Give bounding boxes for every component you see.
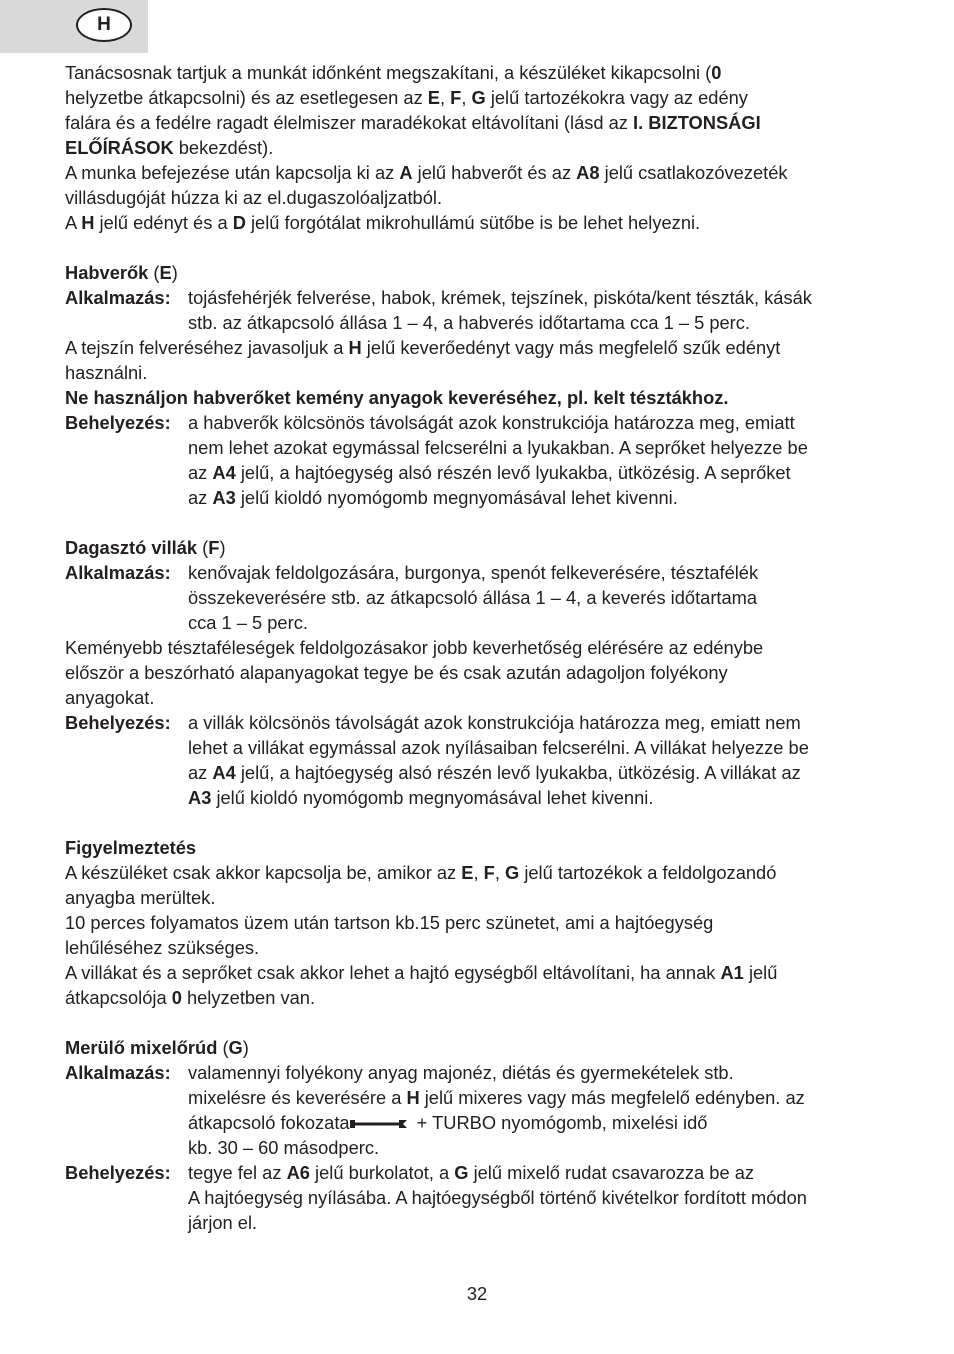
insertion-line: a habverők kölcsönös távolságát azok konstrukciója határozza meg, emiatt xyxy=(188,412,795,433)
usage-line: mixelésre és keverésére a H jelű mixeres vagy más megfelelő edényben. az xyxy=(188,1087,805,1108)
usage-label: Alkalmazás: xyxy=(65,562,171,583)
merulo-usage xyxy=(65,1060,895,1160)
usage-line: kenővajak feldolgozására, burgonya, spenót felkeverésére, tésztafélék xyxy=(188,562,759,583)
insertion-line: nem lehet azokat egymással felcserélni a lyukakban. A seprőket helyezze be xyxy=(188,437,808,458)
merulo-insertion xyxy=(65,1160,895,1235)
section-title-dagaszto: Dagasztó villák (F) xyxy=(65,537,226,558)
page-number: 32 xyxy=(466,1283,488,1304)
usage-line: valamennyi folyékony anyag majonéz, diétás és gyermekételek stb. xyxy=(188,1062,734,1083)
section-title-habverok: Habverők (E) xyxy=(65,262,178,283)
habverok-insertion xyxy=(65,410,895,510)
usage-line: cca 1 – 5 perc. xyxy=(188,612,308,633)
dagaszto-paragraph-line: Keményebb tésztaféleségek feldolgozásakor jobb keverhetőség elérésére az edénybe xyxy=(65,637,764,658)
habverok-paragraph-line: A tejszín felveréséhez javasoljuk a H jelű keverőedényt vagy más megfelelő szűk edényt xyxy=(65,337,781,358)
intro-line-4: ELŐÍRÁSOK bekezdést). xyxy=(65,137,274,158)
habverok-usage xyxy=(65,285,895,335)
insertion-line: az A4 jelű, a hajtóegység alsó részén levő lyukakba, ütközésig. A villákat az xyxy=(188,762,801,783)
intro-line-6: villásdugóját húzza ki az el.dugaszolóaljzatból. xyxy=(65,187,443,208)
usage-line: stb. az átkapcsoló állása 1 – 4, a habverés időtartama cca 1 – 5 perc. xyxy=(188,312,750,333)
section-title-figyelmeztetes: Figyelmeztetés xyxy=(65,837,197,858)
insertion-label: Behelyezés: xyxy=(65,1162,171,1183)
insertion-label: Behelyezés: xyxy=(65,712,171,733)
intro-line-2: helyzetbe átkapcsolni) és az esetlegesen az E, F, G jelű tartozékokra vagy az edény xyxy=(65,87,748,108)
insertion-line: az A4 jelű, a hajtóegység alsó részén levő lyukakba, ütközésig. A seprőket xyxy=(188,462,791,483)
warning-line: 10 perces folyamatos üzem után tartson kb.15 perc szünetet, ami a hajtóegység xyxy=(65,912,714,933)
warning-line: anyagba merültek. xyxy=(65,887,216,908)
dagaszto-paragraph-line: anyagokat. xyxy=(65,687,155,708)
dagaszto-usage xyxy=(65,560,895,635)
habverok-warning: Ne használjon habverőket kemény anyagok keveréséhez, pl. kelt tésztákhoz. xyxy=(65,387,729,408)
insertion-line: lehet a villákat egymással azok nyílásaiban felcserélni. A villákat helyezze be xyxy=(188,737,809,758)
insertion-line: a villák kölcsönös távolságát azok konstrukciója határozza meg, emiatt nem xyxy=(188,712,801,733)
language-badge: H xyxy=(76,8,132,42)
dagaszto-paragraph-line: először a beszórható alapanyagokat tegye be és csak azután adagoljon folyékony xyxy=(65,662,728,683)
insertion-line: tegye fel az A6 jelű burkolatot, a G jelű mixelő rudat csavarozza be az xyxy=(188,1162,755,1183)
document-body xyxy=(65,60,895,1235)
intro-line-7: A H jelű edényt és a D jelű forgótálat mikrohullámú sütőbe is be lehet helyezni. xyxy=(65,212,701,233)
intro-line-3: falára és a fedélre ragadt élelmiszer maradékokat eltávolítani (lásd az I. BIZTONSÁGI xyxy=(65,112,761,133)
insertion-line: A hajtóegység nyílásába. A hajtóegységből történő kivételkor fordított módon xyxy=(188,1187,807,1208)
insertion-label: Behelyezés: xyxy=(65,412,171,433)
usage-label: Alkalmazás: xyxy=(65,287,171,308)
usage-label: Alkalmazás: xyxy=(65,1062,171,1083)
warning-line: A készüléket csak akkor kapcsolja be, amikor az E, F, G jelű tartozékok a feldolgozandó xyxy=(65,862,777,883)
usage-line: összekeverésére stb. az átkapcsoló állása 1 – 4, a keverés időtartama xyxy=(188,587,758,608)
warning-line: A villákat és a seprőket csak akkor lehet a hajtó egységből eltávolítani, ha annak A1 jelű xyxy=(65,962,778,983)
warning-line: átkapcsolója 0 helyzetben van. xyxy=(65,987,316,1008)
intro-line-5: A munka befejezése után kapcsolja ki az A jelű habverőt és az A8 jelű csatlakozóvezeték xyxy=(65,162,788,183)
dagaszto-insertion xyxy=(65,710,895,810)
usage-line: tojásfehérjék felverése, habok, krémek, tejszínek, piskóta/kent tészták, kásák xyxy=(188,287,812,308)
insertion-line: járjon el. xyxy=(188,1212,258,1233)
section-title-merulo: Merülő mixelőrúd (G) xyxy=(65,1037,249,1058)
usage-line: átkapcsoló fokozata + TURBO nyomógomb, mixelési idő xyxy=(188,1110,895,1135)
insertion-line: A3 jelű kioldó nyomógomb megnyomásával lehet kivenni. xyxy=(188,787,654,808)
habverok-paragraph-line: használni. xyxy=(65,362,148,383)
intro-line-1: Tanácsosnak tartjuk a munkát időnként megszakítani, a készüléket kikapcsolni (0 xyxy=(65,62,722,83)
language-tab xyxy=(0,0,148,53)
hand-blender-icon xyxy=(350,1112,408,1137)
warning-line: lehűléséhez szükséges. xyxy=(65,937,260,958)
usage-line: kb. 30 – 60 másodperc. xyxy=(188,1137,380,1158)
insertion-line: az A3 jelű kioldó nyomógomb megnyomásával lehet kivenni. xyxy=(188,487,678,508)
